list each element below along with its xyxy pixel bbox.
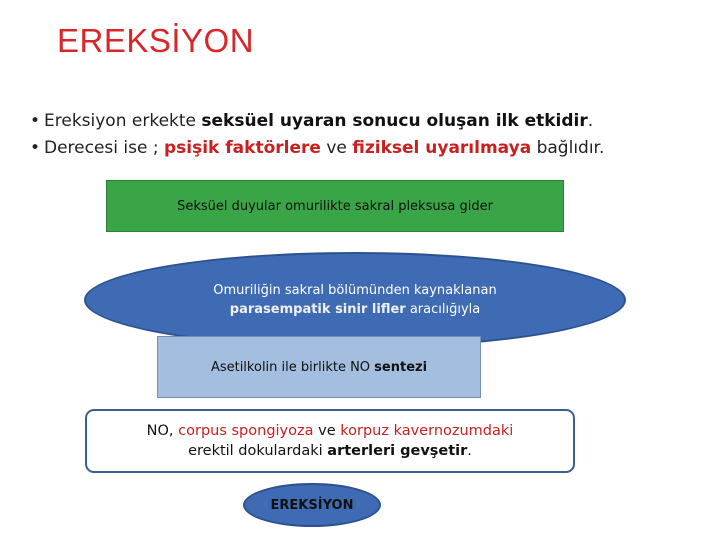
parasympathetic-fibers: parasempatik sinir lifler [229,302,406,317]
flow-step-parasympathetic-line2 [230,300,480,319]
corpus-spongiosum: corpus spongiyoza [178,423,314,439]
flow-step-arteries-line2 [188,441,472,461]
slide-title: EREKSİYON [57,22,255,59]
flow-step-parasympathetic-line1: Omuriliğin sakral bölümünden kaynaklanan [213,283,497,298]
arteries-pre: NO, [146,423,179,439]
flow-step-arteries [85,409,575,473]
arteries-line2-pre: erektil dokulardaki [188,443,328,459]
flow-step-sensory-text: Seksüel duyular omurilikte sakral pleksusa gider [177,198,493,214]
no-synthesis-bold: sentezi [374,359,428,375]
bullet-2-text: Derecesi ise ; [44,138,164,158]
bullet-1-end: . [587,111,594,131]
bullet-2-end: bağlıdır. [531,138,605,158]
bullet-2-emphasis-fiziksel: fiziksel uyarılmaya [352,138,532,158]
flow-step-sensory [106,180,564,232]
bullet-item-1 [30,108,710,135]
arteries-mid: ve [313,423,341,439]
arteries-relax: arterleri gevşetir [327,443,468,459]
arteries-line2-end: . [467,443,472,459]
bullet-2-emphasis-psisik: psişik faktörlere [164,138,321,158]
bullet-2-mid: ve [320,138,353,158]
bullet-1-emphasis: seksüel uyaran sonucu oluşan ilk etkidir [201,111,588,131]
flow-step-erection-text: EREKSİYON [270,497,354,513]
flow-step-no-synthesis-text [211,360,427,375]
flow-step-arteries-line1 [147,421,514,441]
flow-step-no-synthesis [157,336,481,398]
bullet-1-text: Ereksiyon erkekte [44,111,202,131]
bullet-marker: • [30,138,41,158]
flow-step-parasympathetic [84,252,626,348]
flow-step-erection [243,483,381,527]
no-synthesis-pre: Asetilkolin ile birlikte NO [210,359,375,375]
bullet-list [30,108,710,162]
bullet-item-2 [30,135,710,162]
corpus-cavernosum: korpuz kavernozumdaki [340,423,514,439]
parasympathetic-rest: aracılığıyla [405,302,481,317]
bullet-marker: • [30,111,41,131]
